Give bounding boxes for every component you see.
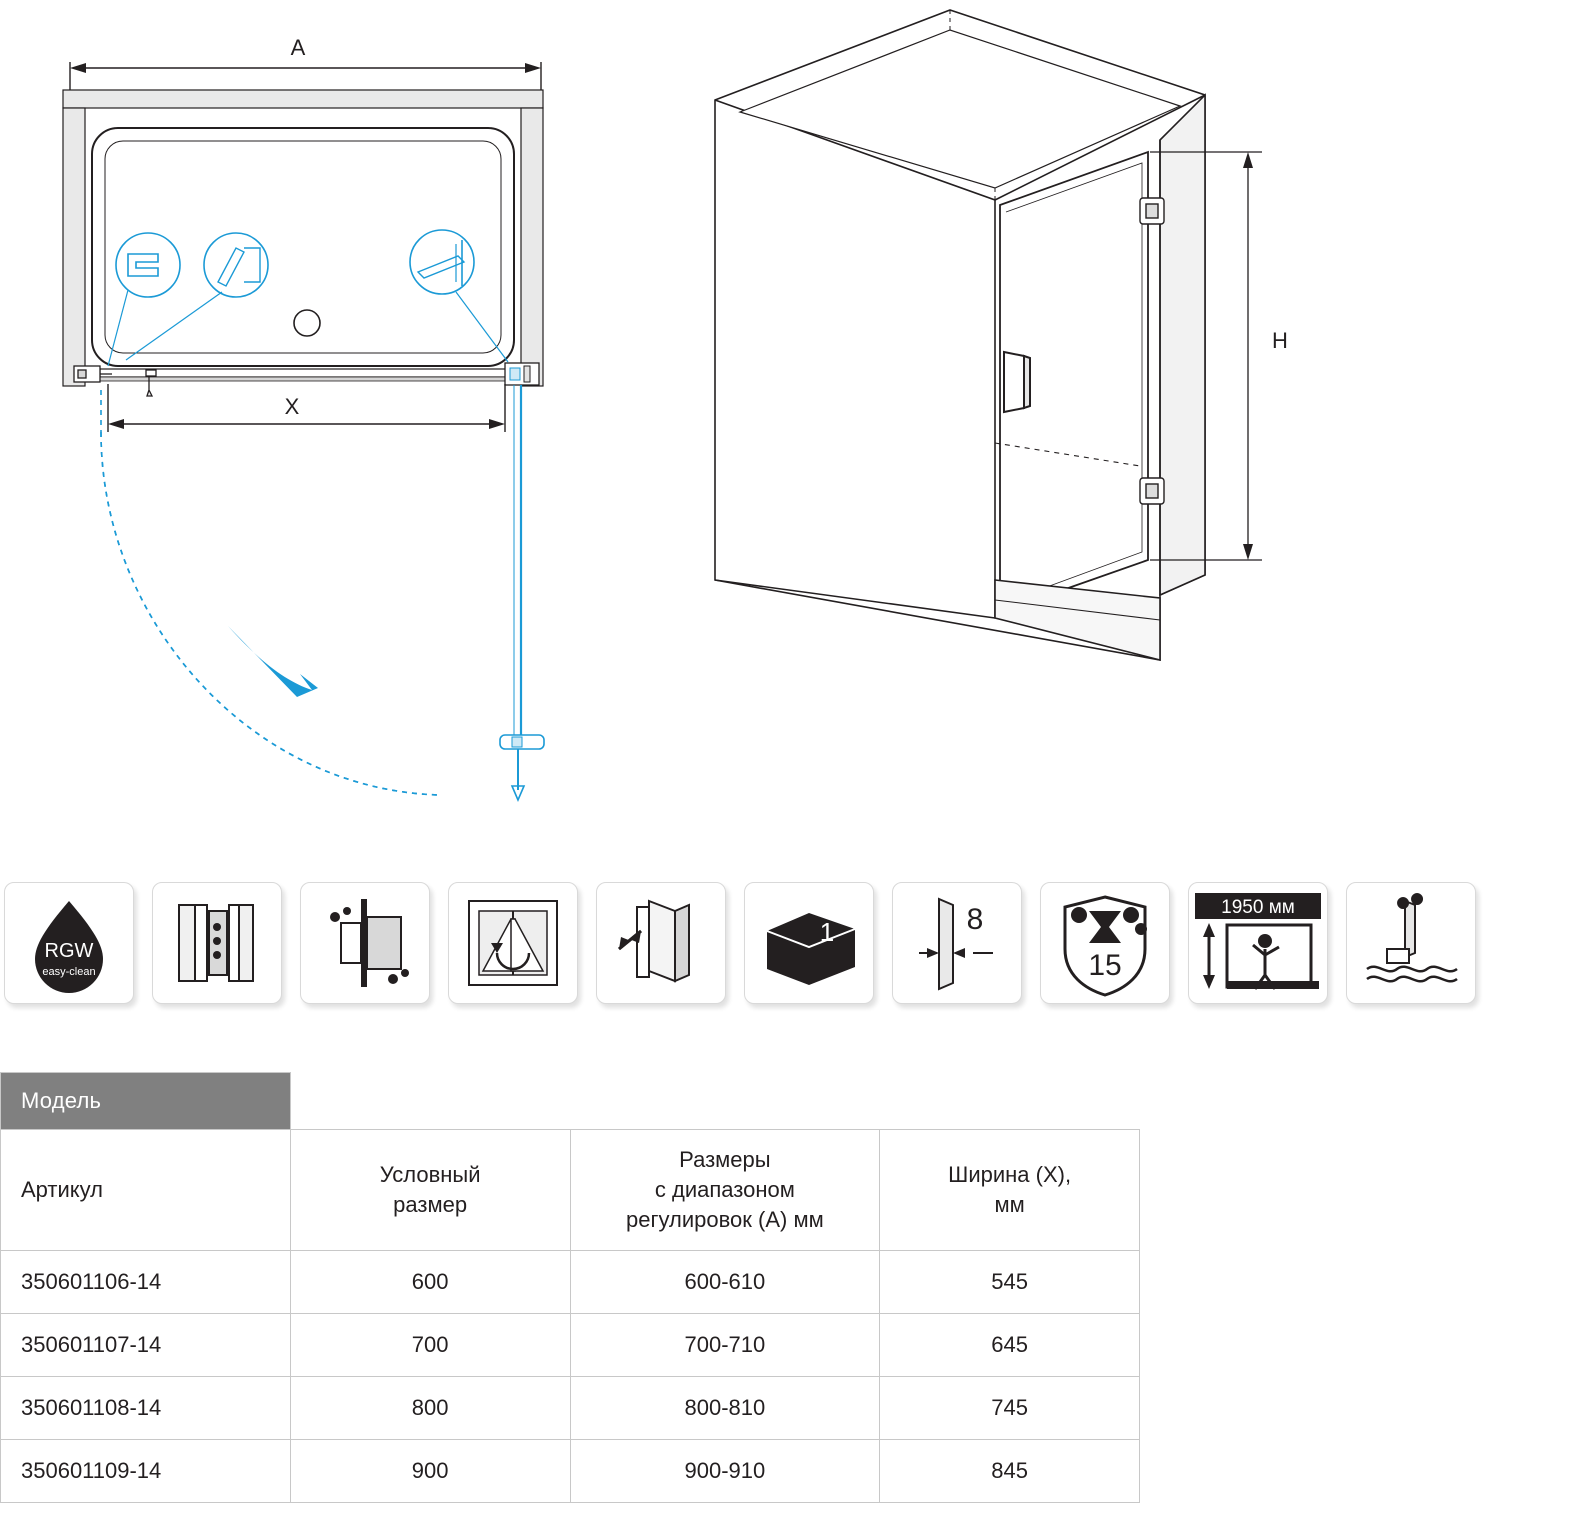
column-header-width-x (880, 1130, 1140, 1251)
support-bracket (146, 370, 156, 396)
closer-assembly (500, 363, 544, 800)
bottom-rail (100, 369, 520, 377)
cell-article: 350601107-14 (1, 1314, 291, 1377)
cell-adjust-range: 600-610 (570, 1251, 880, 1314)
feature-magnetic-seal-profile (152, 882, 282, 1004)
table-row (1, 1251, 1140, 1314)
cell-width-x: 545 (880, 1251, 1140, 1314)
nominal-line-1: Условный (379, 1162, 481, 1187)
front-view (63, 35, 544, 800)
feature-hinge-adjustment (300, 882, 430, 1004)
bottom-rail-shadow (100, 377, 520, 381)
hinge-upper (1140, 198, 1164, 224)
cell-nominal-size: 600 (290, 1251, 570, 1314)
glass-thickness-label: 8 (966, 903, 984, 936)
column-header-nominal-size (290, 1130, 570, 1251)
dimension-a (70, 62, 541, 92)
cell-article: 350601106-14 (1, 1251, 291, 1314)
table-group-header-row (1, 1073, 1140, 1130)
specification-table (0, 1072, 1140, 1503)
door-handle (1004, 352, 1030, 412)
swing-direction-arrow (228, 626, 318, 697)
table-header-row (1, 1130, 1140, 1251)
handle-hole (294, 310, 320, 336)
width-line-1: Ширина (X), (948, 1162, 1072, 1187)
feature-on-bath-installation (1346, 882, 1476, 1004)
rgw-badge-bottom: easy-clean (42, 966, 96, 978)
table-row (1, 1440, 1140, 1503)
rgw-badge-top: RGW (44, 940, 94, 962)
cell-adjust-range: 700-710 (570, 1314, 880, 1377)
feature-height-1950 (1188, 882, 1328, 1004)
group-header-blank-3 (880, 1073, 1140, 1130)
column-header-article: Артикул (1, 1130, 291, 1251)
feature-reversible-installation (448, 882, 578, 1004)
wall-right-band (521, 108, 543, 386)
cell-width-x: 645 (880, 1314, 1140, 1377)
warranty-years-label: 15 (1088, 949, 1122, 982)
label-dimension-h: H (1272, 328, 1288, 353)
feature-glass-thickness (892, 882, 1022, 1004)
table-row (1, 1314, 1140, 1377)
width-line-2: мм (994, 1192, 1025, 1217)
cell-width-x: 745 (880, 1377, 1140, 1440)
cell-adjust-range: 900-910 (570, 1440, 880, 1503)
cell-nominal-size: 700 (290, 1314, 570, 1377)
group-header-model: Модель (1, 1073, 291, 1130)
feature-icon-strip (0, 882, 1583, 1022)
label-dimension-x: X (284, 394, 300, 419)
cell-nominal-size: 900 (290, 1440, 570, 1503)
door-swing-arc (101, 390, 440, 795)
feature-wall-profile-adjustment (596, 882, 726, 1004)
isometric-view (715, 10, 1288, 660)
group-header-blank-2 (570, 1073, 880, 1130)
feature-single-package (744, 882, 874, 1004)
nominal-line-2: размер (393, 1192, 468, 1217)
hinge-lower (1140, 478, 1164, 504)
column-header-adjust-range (570, 1130, 880, 1251)
wall-top-band (63, 90, 543, 108)
cell-article: 350601108-14 (1, 1377, 291, 1440)
range-line-1: Размеры (679, 1147, 771, 1172)
cell-width-x: 845 (880, 1440, 1140, 1503)
dimension-x (108, 384, 505, 432)
cell-adjust-range: 800-810 (570, 1377, 880, 1440)
table-body (1, 1251, 1140, 1503)
table-row (1, 1377, 1140, 1440)
height-label: 1950 мм (1221, 897, 1295, 918)
range-line-2: с диапазоном (654, 1177, 795, 1202)
label-dimension-a: A (290, 35, 306, 60)
range-line-3: регулировок (A) мм (626, 1207, 824, 1232)
package-count-label: 1 (819, 917, 835, 947)
feature-warranty-shield (1040, 882, 1170, 1004)
cell-article: 350601109-14 (1, 1440, 291, 1503)
group-header-blank-1 (290, 1073, 570, 1130)
feature-rgw-easy-clean (4, 882, 134, 1004)
cell-nominal-size: 800 (290, 1377, 570, 1440)
wall-left-band (63, 108, 85, 386)
